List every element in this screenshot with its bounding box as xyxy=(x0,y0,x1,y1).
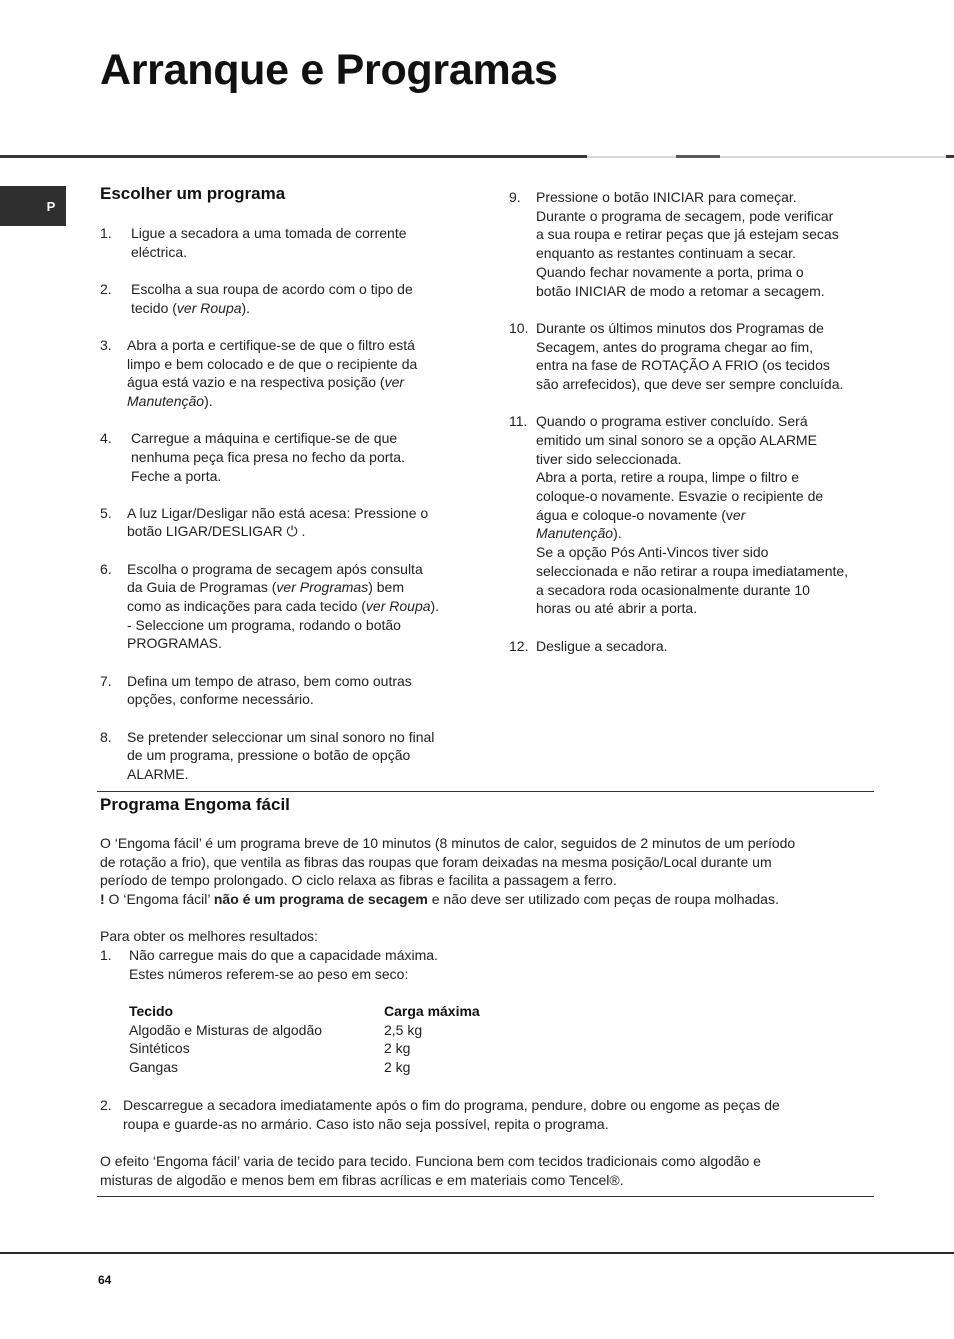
list-item: 1. Ligue a secadora a uma tomada de corrente eléctrica. xyxy=(100,225,407,260)
list-item: 11. Quando o programa estiver concluído. Será emitido um sinal sonoro se a opção ALARME tiver sido seleccionada. Abra a porta, retire a roupa, limpe o filtro e coloque-o novamente. Esvazie o recipiente de água e coloque-o novamente (ver Manutenção). Se a opção Pós Anti-Vincos tiver sido seleccionada e não retirar a roupa imediatamente, a secadora roda ocasionalmente durante 10 horas ou até abrir a porta. xyxy=(509,413,849,617)
table-row: Sintéticos 2 kg xyxy=(129,1040,411,1057)
list-item: 9. Pressione o botão INICIAR para começar. Durante o programa de secagem, pode verificar a sua roupa e retirar peças que já estejam secas enquanto as restantes continuam a secar. Quando fechar novamente a porta, prima o botão INICIAR de modo a retomar a secagem. xyxy=(509,189,839,299)
footer-rule xyxy=(0,1252,954,1254)
header-rule-end xyxy=(946,155,954,158)
best-results-label: Para obter os melhores resultados: xyxy=(100,928,318,944)
table-row: Gangas 2 kg xyxy=(129,1059,411,1076)
list-item: 2. Descarregue a secadora imediatamente após o fim do programa, pendure, dobre ou engome as peças de roupa e guarde-as no armário. Caso isto não seja possível, repita o programa. xyxy=(100,1097,780,1132)
page-title: Arranque e Programas xyxy=(100,46,558,94)
list-item: 4. Carregue a máquina e certifique-se de que nenhuma peça fica presa no fecho da porta. Feche a porta. xyxy=(100,430,405,484)
steps-list-right xyxy=(509,188,869,674)
header-rule xyxy=(0,155,587,158)
list-item: 2. Escolha a sua roupa de acordo com o tipo de tecido (ver Roupa). xyxy=(100,280,413,316)
list-item: 7. Defina um tempo de atraso, bem como outras opções, conforme necessário. xyxy=(100,672,412,708)
header-rule-light xyxy=(587,156,947,158)
section-end-divider xyxy=(97,1196,874,1197)
list-item: 10. Durante os últimos minutos dos Programas de Secagem, antes do programa chegar ao fim, entra na fase de ROTAÇÃO A FRIO (os tecidos são arrefecidos), que deve ser sempre concluída. xyxy=(509,319,844,392)
table-row: Algodão e Misturas de algodão 2,5 kg xyxy=(129,1021,423,1038)
intro-paragraph: O ‘Engoma fácil’ é um programa breve de 10 minutos (8 minutos de calor, seguidos de 2 minutos de um período de rotação a frio), que ventila as fibras das roupas que foram deixadas na mesma posição/Local durante um período de tempo prolongado. O ciclo relaxa as fibras e facilita a passagem a ferro. ! O ‘Engoma fácil’ não é um programa de secagem e não deve ser utilizado com peças de roupa molhadas. xyxy=(100,834,870,909)
list-item: 6. Escolha o programa de secagem após consulta da Guia de Programas (ver Programas) bem como as indicações para cada tecido (ver Roupa). - Seleccione um programa, rodando o botão PROGRAMAS. xyxy=(100,560,440,652)
section-divider xyxy=(97,791,874,792)
list-item: 8. Se pretender seleccionar um sinal sonoro no final de um programa, pressione o botão de opção ALARME. xyxy=(100,728,435,782)
list-item: 5. A luz Ligar/Desligar não está acesa: Pressione o botão LIGAR/DESLIGAR ⏻ . xyxy=(100,504,429,540)
load-table xyxy=(129,1002,534,1077)
header-rule-accent xyxy=(676,155,720,158)
section-heading-engoma: Programa Engoma fácil xyxy=(100,795,290,814)
page-number: 64 xyxy=(98,1273,112,1287)
list-item: 12. Desligue a secadora. xyxy=(509,637,668,654)
power-icon: ⏻ xyxy=(286,523,298,540)
language-tab: P xyxy=(0,186,66,226)
closing-paragraph: O efeito ‘Engoma fácil’ varia de tecido para tecido. Funciona bem com tecidos tradicionais como algodão e misturas de algodão e menos bem em fibras acrílicas e em materiais como Tencel®. xyxy=(100,1153,761,1188)
list-item: 3. Abra a porta e certifique-se de que o filtro está limpo e bem colocado e de que o recipiente da água está vazio e na respectiva posição (ver Manutenção). xyxy=(100,336,418,409)
section-heading-escolher: Escolher um programa xyxy=(100,184,286,203)
table-header: Tecido Carga máxima xyxy=(129,1003,480,1019)
steps-list-left xyxy=(100,224,462,802)
warning-note: ! O ‘Engoma fácil’ não é um programa de secagem e não deve ser utilizado com peças de roupa molhadas. xyxy=(100,891,779,908)
list-item: 1. Não carregue mais do que a capacidade máxima. Estes números referem-se ao peso em seco: xyxy=(100,947,438,982)
